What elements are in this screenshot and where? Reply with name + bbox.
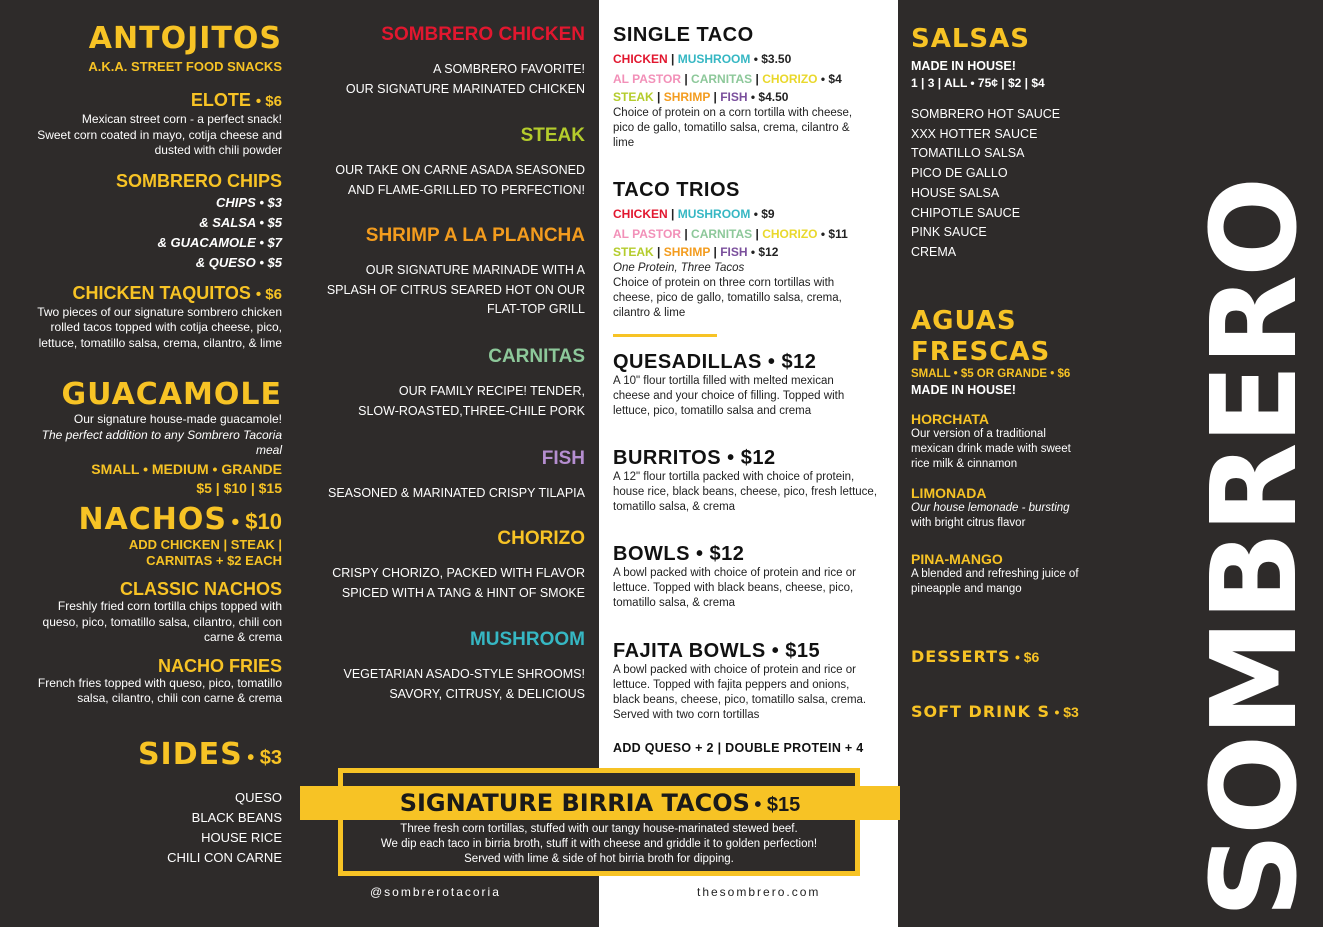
entree-desc: tomatillo salsa, & crema [613, 501, 736, 513]
entree-desc: lettuce, pico, tomatillo salsa and crema [613, 405, 812, 417]
side-item: CHILI CON CARNE [167, 850, 282, 865]
elote-desc: Mexican street corn - a perfect snack! [81, 112, 282, 126]
price: • $12 [750, 245, 779, 259]
drink-desc: A blended and refreshing juice of [911, 568, 1079, 580]
entree-title: BOWLS • $12 [613, 543, 745, 565]
protein-option: MUSHROOM [677, 52, 751, 66]
entree-desc: A 10" flour tortilla filled with melted mexican [613, 375, 834, 387]
chips-option: & QUESO • $5 [195, 254, 282, 270]
addons-line: ADD QUESO + 2 | DOUBLE PROTEIN + 4 [613, 741, 864, 755]
signature-desc-line: Three fresh corn tortillas, stuffed with our tangy house-marinated stewed beef. [400, 823, 798, 835]
entree-desc: lettuce. Topped with black beans, cheese, pico, [613, 582, 854, 594]
protein-desc: A SOMBRERO FAVORITE! [433, 62, 585, 76]
protein-chorizo [320, 528, 585, 603]
single-taco-desc: pico de gallo, tomatillo salsa, crema, cilantro & [613, 122, 850, 134]
taquitos-desc: rolled tacos topped with cotija cheese, pico, [50, 320, 282, 334]
protein-name: CARNITAS [488, 346, 585, 367]
protein-name: CHORIZO [497, 528, 585, 549]
elote-item [20, 90, 282, 159]
taquitos-price: • $6 [255, 285, 282, 303]
salsas-section [911, 24, 1091, 263]
signature-banner [300, 786, 900, 820]
protein-name: FISH [541, 448, 585, 469]
salsa-item: CREMA [911, 244, 957, 259]
price: • $4.50 [750, 90, 789, 104]
entree-desc: A bowl packed with choice of protein and rice or [613, 567, 856, 579]
taquitos-desc: Two pieces of our signature sombrero chicken [37, 304, 282, 319]
drink-desc: Our version of a traditional [911, 428, 1046, 440]
salsas-prices: 1 | 3 | ALL • 75¢ | $2 | $4 [911, 76, 1045, 90]
bowls-item [613, 543, 893, 611]
taco-trios-note: One Protein, Three Tacos [613, 262, 745, 274]
horchata-item [911, 411, 1096, 472]
signature-desc [343, 822, 855, 867]
protein-name: SOMBRERO CHICKEN [381, 24, 585, 45]
signature-desc-line: Served with lime & side of hot birria broth for dipping. [464, 853, 734, 865]
taquitos-desc: lettuce, tomatillo salsa, crema, cilantro, & lime [38, 335, 282, 350]
taquitos-name: CHICKEN TAQUITOS [72, 282, 251, 303]
nachos-section [20, 503, 282, 707]
desserts-price: • $6 [1014, 649, 1040, 665]
chips-item [20, 171, 282, 273]
protein-option: MUSHROOM [677, 207, 751, 221]
protein-desc: FLAT-TOP GRILL [487, 302, 585, 316]
protein-desc: AND FLAME-GRILLED TO PERFECTION! [347, 182, 585, 197]
protein-desc: OUR SIGNATURE MARINATED CHICKEN [345, 81, 585, 96]
protein-option: AL PASTOR [613, 71, 682, 86]
entree-title: QUESADILLAS • $12 [613, 351, 817, 373]
protein-option: SHRIMP [663, 245, 711, 259]
protein-desc: SPLASH OF CITRUS SEARED HOT ON OUR [326, 282, 585, 297]
chips-option: CHIPS • $3 [216, 194, 282, 210]
guacamole-section [20, 378, 282, 498]
guacamole-prices: $5 | $10 | $15 [196, 479, 282, 496]
salsa-item: HOUSE SALSA [911, 185, 1000, 200]
burritos-item [613, 447, 893, 515]
guacamole-desc: Our signature house-made guacamole! [73, 412, 282, 426]
drink-desc: pineapple and mango [911, 583, 1022, 595]
aguas-title: FRESCAS [911, 337, 1051, 367]
drink-name: PINA-MANGO [911, 551, 1003, 567]
protein-desc: OUR FAMILY RECIPE! TENDER, [398, 384, 585, 398]
protein-option: CHORIZO [762, 71, 818, 86]
salsa-item: PICO DE GALLO [911, 166, 1008, 181]
protein-option: STEAK [613, 90, 654, 104]
entree-desc: cheese and your choice of filling. Topped with [613, 390, 845, 402]
single-taco-section: SINGLE TACO CHICKEN | MUSHROOM • $3.50 AL PASTOR | CARNITAS | CHORIZO • $4 STEAK | SHRIMP | FISH • $4.50 Choice of protein on a corn tortilla with cheese, pico de gallo, tomatillo salsa, crema, cilantro & lime [613, 24, 893, 151]
protein-mushroom [320, 629, 585, 704]
aguas-title: AGUAS [911, 306, 1017, 336]
social-handle: @sombrerotacoria [370, 885, 501, 899]
aguas-sizes: SMALL • $5 OR GRANDE • $6 [911, 368, 1071, 380]
soft-drinks-name: SOFT DRINK S [911, 702, 1050, 721]
protein-fish [320, 448, 585, 504]
limonada-item [911, 485, 1096, 531]
nacho-fries-name: NACHO FRIES [157, 655, 282, 676]
taco-trios-desc: cilantro & lime [613, 307, 686, 319]
drink-name: LIMONADA [911, 485, 987, 501]
side-item: QUESO [235, 790, 282, 805]
drink-desc: rice milk & cinnamon [911, 458, 1018, 470]
pina-mango-item [911, 551, 1096, 597]
drink-name: HORCHATA [911, 411, 990, 427]
protein-option: CHORIZO [762, 226, 818, 241]
elote-desc: dusted with chili powder [154, 143, 282, 157]
protein-option: CHICKEN [613, 207, 668, 221]
taco-trios-desc: Choice of protein on three corn tortillas with [613, 277, 835, 289]
protein-desc: OUR TAKE ON CARNE ASADA SEASONED [335, 163, 585, 177]
entree-desc: Served with two corn tortillas [613, 709, 760, 721]
side-item: BLACK BEANS [191, 810, 282, 825]
antojitos-title: ANTOJITOS [88, 21, 282, 56]
guacamole-desc: The perfect addition to any Sombrero Tacoria meal [41, 427, 282, 457]
entree-desc: tomatillo salsa, & crema [613, 597, 736, 609]
salsas-title: SALSAS [911, 24, 1030, 54]
aguas-made: MADE IN HOUSE! [911, 383, 1016, 397]
salsas-made: MADE IN HOUSE! [911, 59, 1016, 73]
salsa-item: PINK SAUCE [911, 225, 987, 240]
chips-option: & SALSA • $5 [199, 214, 282, 230]
nacho-fries-item [20, 656, 282, 707]
single-taco-desc: lime [613, 137, 635, 149]
sides-section [20, 738, 282, 868]
entree-title: FAJITA BOWLS • $15 [613, 640, 821, 662]
antojitos-subtitle: A.K.A. STREET FOOD SNACKS [88, 59, 282, 74]
aguas-section [911, 305, 1096, 597]
protein-option: SHRIMP [663, 90, 711, 104]
elote-price: • $6 [255, 93, 282, 110]
protein-shrimp [320, 225, 585, 320]
quesadillas-item [613, 351, 893, 419]
side-item: HOUSE RICE [201, 830, 282, 845]
taco-trios-title: TACO TRIOS [613, 179, 740, 201]
classic-nachos-desc: carne & crema [203, 630, 282, 644]
guacamole-sizes: SMALL • MEDIUM • GRANDE [91, 460, 282, 477]
price: • $11 [820, 226, 848, 241]
classic-nachos-desc: Freshly fried corn tortilla chips topped with [57, 599, 282, 613]
desserts-name: DESSERTS [911, 647, 1011, 666]
protein-desc: CRISPY CHORIZO, PACKED WITH FLAVOR [332, 566, 585, 580]
taquitos-item [20, 283, 282, 352]
protein-desc: SLOW-ROASTED,THREE-CHILE PORK [358, 403, 585, 418]
protein-option: AL PASTOR [613, 226, 682, 241]
elote-name: ELOTE [190, 90, 251, 110]
drink-desc: with bright citrus flavor [911, 517, 1026, 529]
entree-desc: house rice, black beans, cheese, pico, fresh lettuce, [613, 486, 878, 498]
guacamole-title: GUACAMOLE [61, 377, 282, 412]
protein-option: FISH [720, 90, 748, 104]
single-taco-desc: Choice of protein on a corn tortilla with cheese, [613, 107, 853, 119]
classic-nachos-item [20, 579, 282, 646]
protein-desc: SEASONED & MARINATED CRISPY TILAPIA [327, 486, 585, 500]
nachos-title: NACHOS [78, 502, 228, 537]
salsa-item: XXX HOTTER SAUCE [911, 126, 1038, 141]
sombrero-logo [1090, 0, 1323, 927]
drink-desc: Our house lemonade - bursting [911, 502, 1070, 514]
protein-carnitas [320, 346, 585, 421]
classic-nachos-desc: queso, pico, tomatillo salsa, cilantro, chili con [42, 614, 282, 629]
website: thesombrero.com [697, 885, 821, 899]
signature-title: SIGNATURE BIRRIA TACOS [399, 789, 750, 817]
protein-name: SHRIMP A LA PLANCHA [365, 225, 585, 246]
protein-desc: OUR SIGNATURE MARINADE WITH A [365, 263, 585, 277]
logo-text: SOMBRERO [1185, 178, 1323, 918]
protein-name: MUSHROOM [469, 629, 585, 650]
protein-steak [320, 125, 585, 200]
protein-option: FISH [720, 245, 748, 259]
sides-title: SIDES [137, 737, 243, 772]
single-taco-title: SINGLE TACO [613, 24, 754, 46]
salsa-item: TOMATILLO SALSA [911, 146, 1025, 161]
classic-nachos-name: CLASSIC NACHOS [119, 579, 282, 599]
price: • $4 [820, 71, 842, 86]
protein-option: STEAK [613, 245, 654, 259]
entree-desc: A 12" flour tortilla packed with choice of protein, [613, 471, 855, 483]
nachos-addon: ADD CHICKEN | STEAK | [128, 537, 282, 552]
protein-sombrero-chicken [320, 24, 585, 99]
taco-trios-desc: cheese, pico de gallo, tomatillo salsa, crema, [613, 292, 842, 304]
desserts-item [911, 647, 1091, 667]
protein-name: STEAK [520, 125, 585, 146]
antojitos-section [20, 22, 282, 351]
protein-option: CHICKEN [613, 52, 668, 66]
drink-desc: mexican drink made with sweet [911, 443, 1071, 455]
divider [613, 334, 717, 337]
fajita-bowls-item [613, 640, 893, 723]
entree-desc: A bowl packed with choice of protein and rice or [613, 664, 856, 676]
entree-desc: black beans, cheese, pico, tomatillo salsa, crema. [613, 694, 867, 706]
price: • $3.50 [753, 52, 792, 66]
sides-price: • $3 [247, 747, 282, 769]
nachos-price: • $10 [231, 509, 282, 534]
entree-title: BURRITOS • $12 [613, 447, 776, 469]
taco-trios-section: TACO TRIOS CHICKEN | MUSHROOM • $9 AL PASTOR | CARNITAS | CHORIZO • $11 STEAK | SHRIMP | FISH • $12 One Protein, Three Tacos Choice of protein on three corn tortillas with cheese, pico de gallo, tomatillo salsa, crema, cilantro & lime [613, 179, 893, 321]
entree-desc: lettuce. Topped with fajita peppers and onions, [613, 679, 850, 691]
signature-price: • $15 [754, 794, 801, 816]
price: • $9 [753, 207, 775, 221]
salsa-item: CHIPOTLE SAUCE [911, 205, 1021, 220]
elote-desc: Sweet corn coated in mayo, cotija cheese and [37, 127, 282, 142]
protein-option: CARNITAS [691, 71, 753, 86]
soft-drinks-item [911, 702, 1096, 722]
nacho-fries-desc: salsa, cilantro, chili con carne & crema [77, 691, 282, 705]
protein-desc: SPICED WITH A TANG & HINT OF SMOKE [341, 585, 585, 600]
chips-option: & GUACAMOLE • $7 [157, 234, 282, 250]
soft-drinks-price: • $3 [1054, 704, 1079, 720]
salsa-item: SOMBRERO HOT SAUCE [911, 107, 1061, 121]
protein-desc: SAVORY, CITRUSY, & DELICIOUS [389, 686, 585, 701]
nachos-addon: CARNITAS + $2 EACH [146, 553, 282, 568]
protein-option: CARNITAS [691, 226, 753, 241]
signature-desc-line: We dip each taco in birria broth, stuff it with cheese and griddle it to golden perfection! [380, 838, 818, 850]
nacho-fries-desc: French fries topped with queso, pico, tomatillo [37, 675, 282, 690]
chips-name: SOMBRERO CHIPS [115, 170, 282, 191]
protein-desc: VEGETARIAN ASADO-STYLE SHROOMS! [343, 667, 585, 681]
